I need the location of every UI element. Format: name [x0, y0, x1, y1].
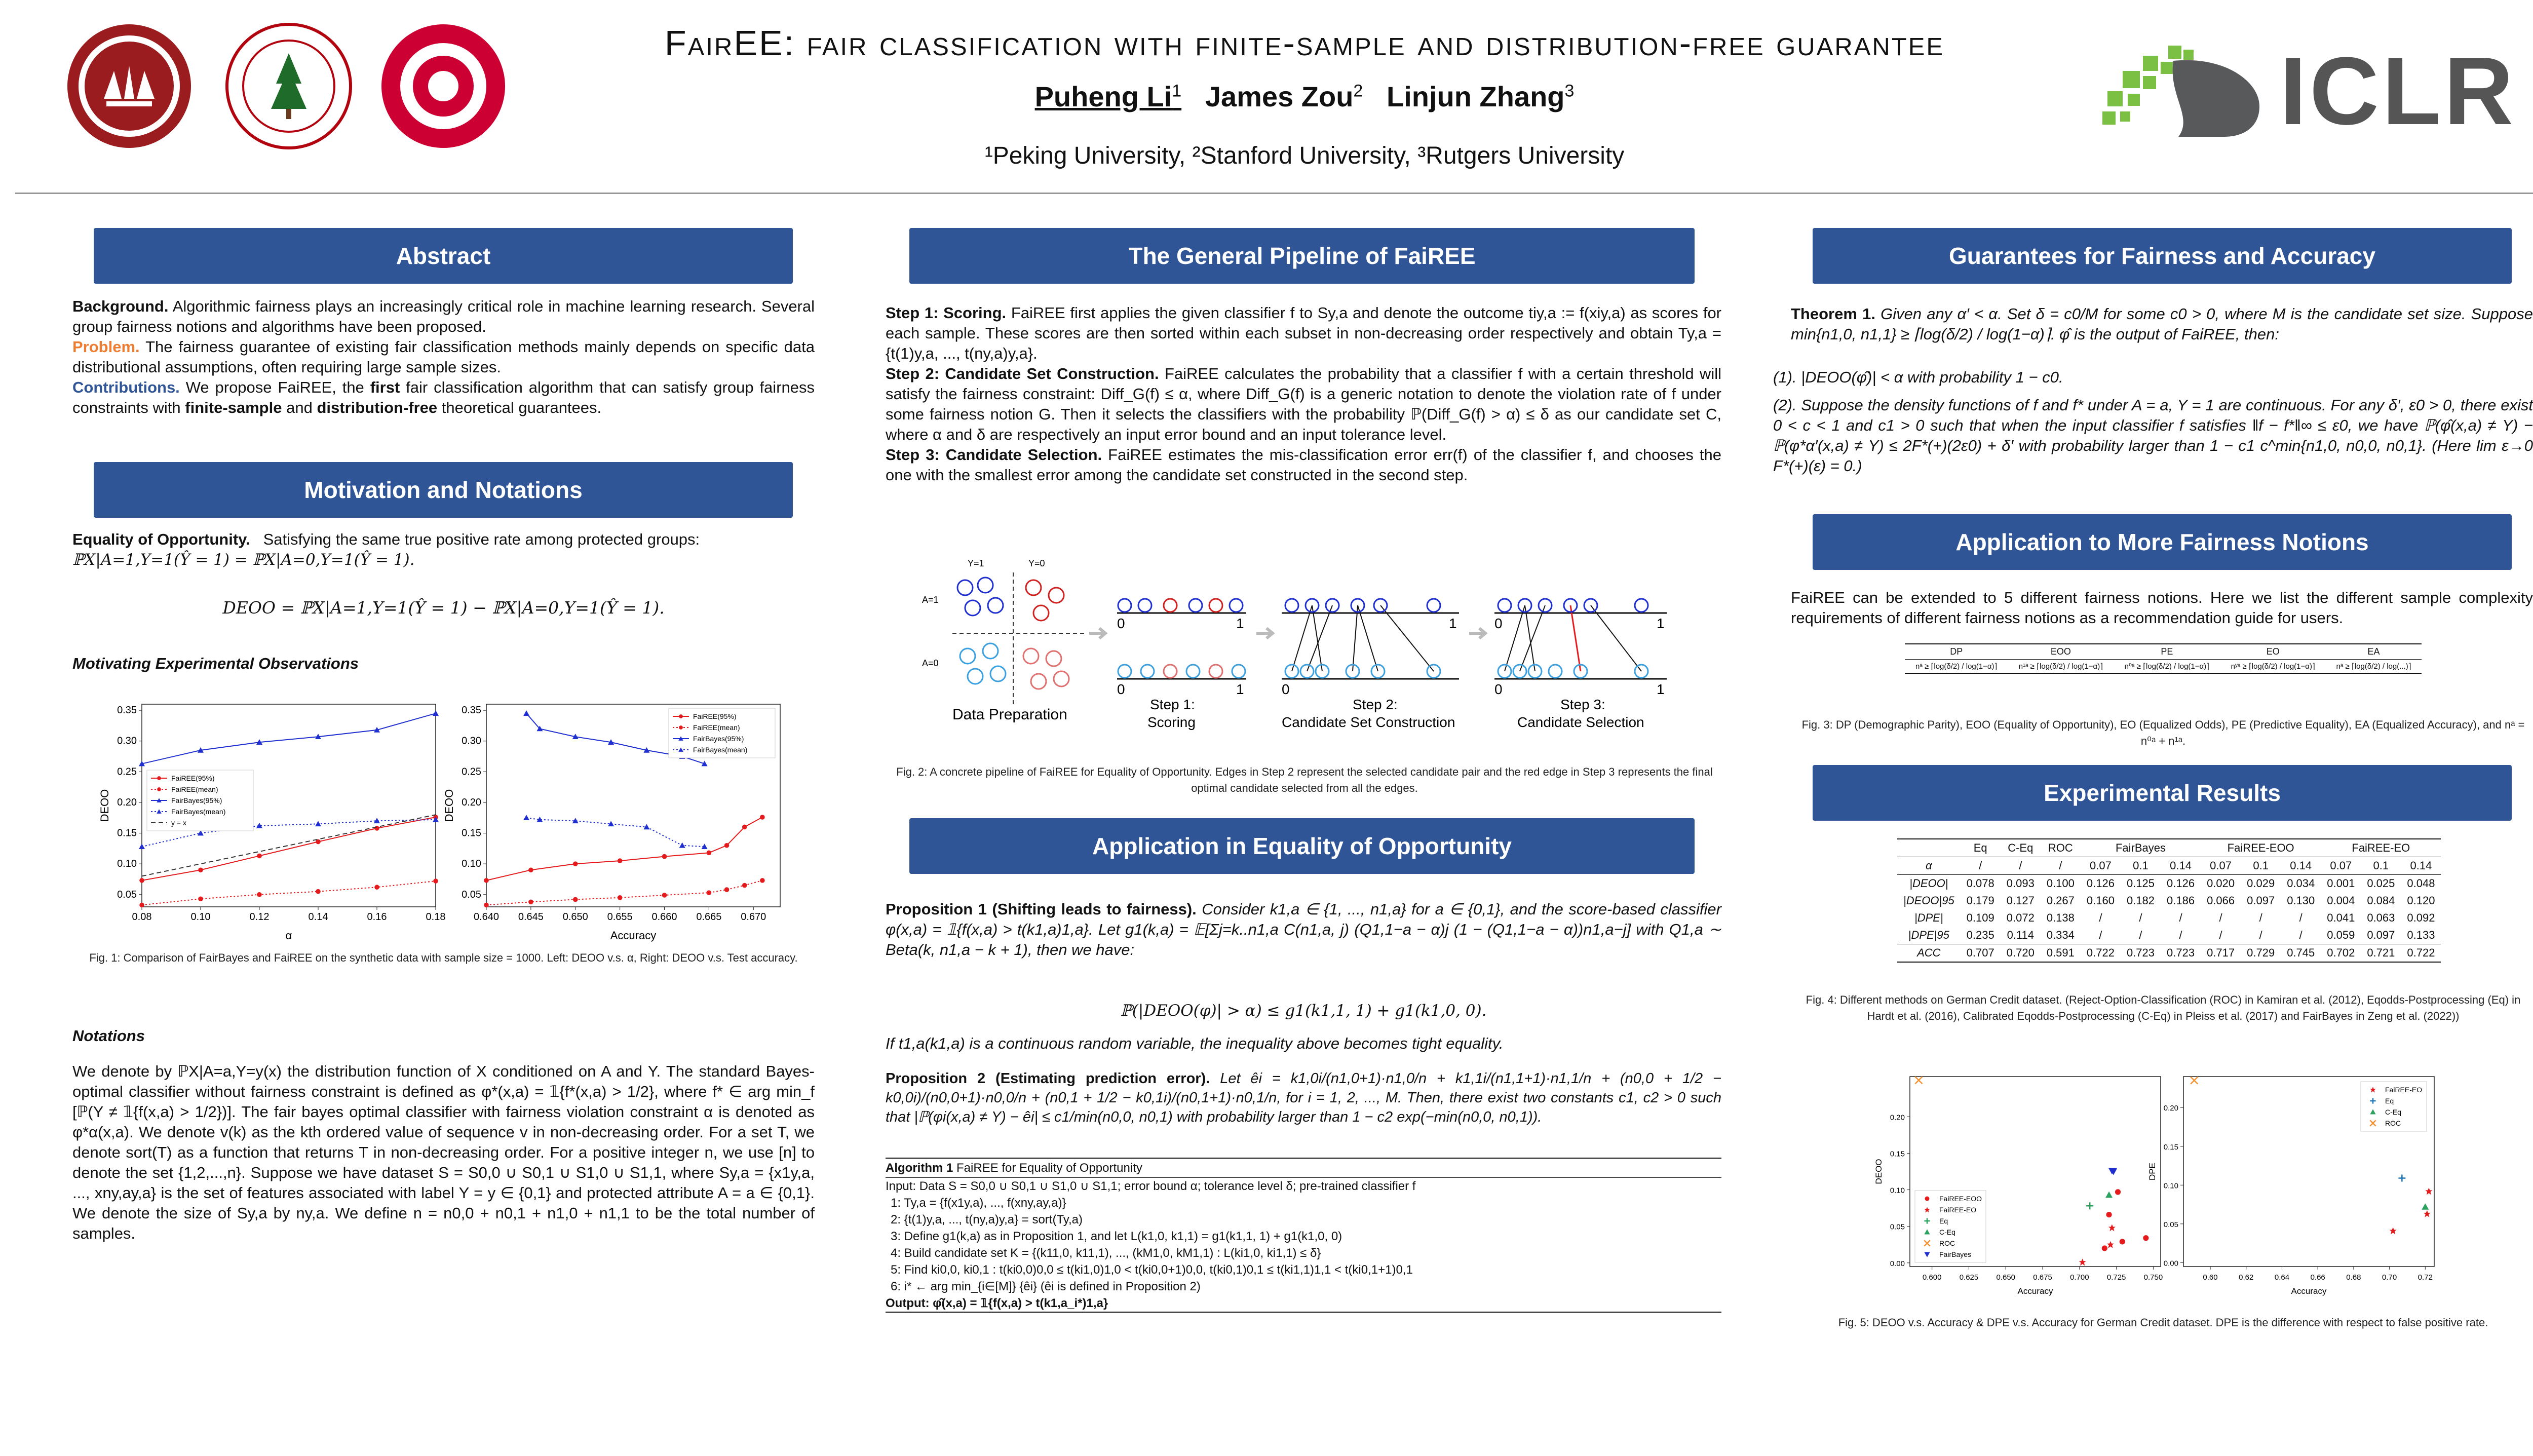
y-tick-label: 0.25 [117, 766, 137, 778]
proposition-2: Proposition 2 (Estimating prediction error). Let êi = k1,0i/(n1,0+1)·n1,0/n + k1,1i/(n1,1+1)·n1,1/n + (n0,0 + 1/2 − k0,0i)/(n0,0+1)·n0,0/n + (n0,1 + 1/2 − k0,1i)/(n0,1+1)·n0,1/n, for i = 1, 2, ..., M. Then, there exist two constants c1, c2 > 0 such that |ℙ(φi(x,a) ≠ Y) − êi| ≤ c1/min(n0,0, n0,1) with probability larger than 1 − c2 exp(−min(n0,0, n0,1)). [886, 1070, 1721, 1125]
results-cell: 0.707 [1961, 944, 2001, 963]
legend-label: FaiREE(mean) [171, 785, 218, 793]
y-tick-label: 0.20 [2163, 1104, 2178, 1113]
results-cell: / [2299, 929, 2302, 941]
section-heading-guarantees: Guarantees for Fairness and Accuracy [1813, 228, 2512, 284]
results-cell: 0.702 [2321, 944, 2361, 963]
diagram-step3 [1494, 599, 1667, 730]
diagram-label-candidate-construction: Candidate Set Construction [1282, 714, 1455, 730]
algorithm-title: Algorithm 1 FaiREE for Equality of Opportunity [886, 1159, 1721, 1178]
svg-text:1: 1 [1236, 681, 1244, 697]
data-point [707, 851, 712, 856]
data-point [662, 854, 667, 859]
logo-stanford [225, 23, 352, 149]
results-cell: 0.125 [2121, 875, 2161, 893]
results-cell: 0.092 [2407, 911, 2435, 924]
results-cell: 0.114 [2007, 929, 2034, 941]
y-axis-label: DPE [2147, 1163, 2157, 1180]
diagram-step1 [1117, 599, 1246, 730]
y-tick-label: 0.05 [117, 889, 137, 900]
results-cell: 0.745 [2281, 944, 2321, 963]
algorithm-line: 6: i* ← arg min_{i∈[M]} {êi} (êi is defined in Proposition 2) [891, 1280, 1201, 1293]
results-row-label: α [1897, 857, 1961, 875]
notations-text: We denote by ℙX|A=a,Y=y(x) the distribution function of X conditioned on A and Y. The standard Bayes-optimal classifier without fairness constraint is defined as φ*(x,a) = 𝟙{f*(x,a) > 1/2}, where f* ∈ arg min_f [ℙ(Y ≠ 𝟙{f(x,a) > 1/2})]. The fair bayes optimal classifier with fairness violation constraint α is denoted as φ*α(x,a). We denote v(k) as the kth ordered value of sequence v in non-decreasing order. For a set T, we denote sort(T) as a function that returns T in non-decreasing order. For a positive integer n, we use [n] to denote the set {1,2,...,n}. Suppose we have dataset S = S0,0 ∪ S0,1 ∪ S1,0 ∪ S1,1, where Sy,a = {x1y,a, ..., xny,ay,a} is the set of features associated with label Y = y ∈ {0,1} and protected attribute A = a ∈ {0,1}. We denote the size of Sy,a by ny,a. We define n = n0,0 + n0,1 + n1,0 + n1,1 to be the total number of samples. [72, 1062, 815, 1242]
data-point [707, 890, 712, 895]
results-cell: 0.133 [2407, 929, 2435, 941]
diagram-label-a0: A=0 [922, 658, 939, 668]
data-point [528, 867, 533, 872]
svg-text:0: 0 [1117, 681, 1125, 697]
results-col-header: FaiREE-EOO [2201, 839, 2321, 857]
algorithm-input: Input: Data S = S0,0 ∪ S0,1 ∪ S1,0 ∪ S1,1; error bound α; tolerance level δ; pre-trained classifier f [886, 1179, 1416, 1193]
legend-label: Eq [2385, 1097, 2394, 1105]
notations-heading: Notations [72, 1027, 145, 1045]
legend-label: Eq [1939, 1217, 1948, 1225]
results-cell: / [2259, 911, 2262, 924]
y-tick-label: 0.10 [117, 858, 137, 870]
y-tick-label: 0.10 [462, 858, 481, 870]
results-cell: 0.722 [2081, 944, 2121, 963]
x-tick-label: 0.600 [1922, 1273, 1942, 1282]
legend-label: FaiREE-EO [1939, 1206, 1977, 1214]
eo-definition: Equality of Opportunity. Satisfying the same true positive rate among protected groups: ℙX|A=1,Y=1(Ŷ = 1) = ℙX|A=0,Y=1(Ŷ = 1). [72, 530, 700, 569]
data-point [742, 883, 747, 888]
y-tick-label: 0.10 [1890, 1186, 1905, 1195]
data-point [724, 843, 730, 848]
results-cell: 0.109 [1966, 911, 1994, 924]
diagram-label-step1: Step 1: [1150, 697, 1195, 712]
results-cell: 0.267 [2046, 894, 2075, 907]
fig1-deoo-vs-accuracy-chart [443, 694, 790, 942]
legend-label: FaiREE(mean) [693, 723, 740, 732]
results-cell: 0.179 [1966, 894, 1994, 907]
results-cell: 0.138 [2046, 911, 2075, 924]
data-point [573, 861, 578, 866]
y-tick-label: 0.05 [2163, 1220, 2178, 1229]
results-row-label: |DEOO| [1897, 875, 1961, 893]
results-cell: / [2139, 929, 2142, 941]
notions-cell: n⁰ᵃ ≥ ⌈log(δ/2) / log(1−α)⌉ [2114, 660, 2220, 674]
data-point [742, 825, 747, 830]
results-cell: 0.1 [2361, 857, 2401, 875]
results-cell: 0.14 [2281, 857, 2321, 875]
data-point [679, 725, 683, 730]
data-point [618, 895, 623, 900]
results-cell: 0.034 [2281, 875, 2321, 893]
results-cell: 0.14 [2161, 857, 2201, 875]
algorithm-box [886, 1158, 1721, 1313]
svg-text:0: 0 [1282, 681, 1290, 697]
x-tick-label: 0.660 [651, 911, 677, 923]
legend-label: FaiREE(95%) [693, 712, 737, 720]
svg-text:0: 0 [1494, 616, 1503, 631]
results-cell: / [2259, 929, 2262, 941]
y-tick-label: 0.05 [462, 889, 481, 900]
results-cell: 0.126 [2161, 875, 2201, 893]
legend-label: FairBayes(mean) [693, 746, 748, 754]
results-cell: 0.1 [2241, 857, 2281, 875]
results-cell: / [2099, 911, 2102, 924]
diagram-label-a1: A=1 [922, 595, 939, 605]
results-cell: 0.029 [2241, 875, 2281, 893]
data-point [157, 776, 161, 780]
x-tick-label: 0.645 [518, 911, 544, 923]
results-row-label: ACC [1897, 944, 1961, 963]
data-point [1925, 1197, 1930, 1201]
data-point [2106, 1212, 2112, 1217]
results-cell: 0.048 [2401, 875, 2441, 893]
theorem-item-1: (1). |DEOO(φ̂)| < α with probability 1 − c0. [1773, 368, 2063, 386]
logo-rutgers [380, 23, 507, 149]
results-cell: / [2179, 929, 2182, 941]
results-col-header: C-Eq [2001, 839, 2041, 857]
results-cell: 0.066 [2207, 894, 2235, 907]
svg-text:0: 0 [1117, 616, 1125, 631]
x-axis-label: Accuracy [2291, 1286, 2327, 1296]
x-tick-label: 0.625 [1959, 1273, 1979, 1282]
data-point [2115, 1189, 2121, 1195]
legend-label: FaiREE-EOO [1939, 1195, 1982, 1203]
y-tick-label: 0.00 [2163, 1259, 2178, 1268]
legend-label: FaiREE(95%) [171, 774, 215, 782]
y-tick-label: 0.30 [462, 735, 481, 747]
section-heading-motivation: Motivation and Notations [94, 462, 793, 518]
x-tick-label: 0.72 [2417, 1273, 2433, 1282]
legend-label: ROC [1939, 1239, 1955, 1247]
y-tick-label: 0.15 [462, 827, 481, 839]
data-point [2102, 1245, 2107, 1251]
y-tick-label: 0.30 [117, 735, 137, 747]
header-divider [15, 193, 2533, 194]
data-point [618, 858, 623, 863]
results-cell: / [2001, 857, 2041, 875]
fig1-deoo-vs-alpha-chart [98, 694, 446, 942]
author-name: James Zou$^2$ [1205, 81, 1363, 112]
data-point [316, 889, 321, 894]
diagram-label-y0: Y=0 [1028, 558, 1045, 568]
results-row-label: |DPE|95 [1908, 929, 1949, 941]
legend-label: FairBayes(mean) [171, 808, 226, 816]
diagram-label-candidate-selection: Candidate Selection [1517, 714, 1644, 730]
proposition-1-formula: ℙ(|DEOO(φ)| > α) ≤ g1(k1,1, 1) + g1(k1,0, 0). [1120, 1002, 1487, 1020]
legend-label: FaiREE-EO [2385, 1086, 2423, 1094]
results-cell: 0.093 [2001, 875, 2041, 893]
legend-label: FairBayes(95%) [693, 735, 744, 743]
results-cell: 0.182 [2126, 894, 2155, 907]
y-tick-label: 0.20 [462, 796, 481, 808]
results-cell: / [1961, 857, 2001, 875]
x-tick-label: 0.725 [2106, 1273, 2126, 1282]
fig5-deoo-vs-accuracy-chart [1874, 1069, 2168, 1297]
results-row-label: |DPE| [1914, 911, 1943, 924]
results-cell: 0.07 [2201, 857, 2241, 875]
results-cell: / [2179, 911, 2182, 924]
diagram-label-scoring: Scoring [1147, 714, 1196, 730]
notions-col-header: PE [2114, 644, 2220, 660]
legend-label: ROC [2385, 1119, 2401, 1127]
section-heading-application-eo: Application in Equality of Opportunity [909, 818, 1695, 874]
results-cell: 0.186 [2167, 894, 2195, 907]
data-point [484, 878, 489, 883]
data-point [257, 892, 262, 897]
x-tick-label: 0.670 [741, 911, 766, 923]
fig3-caption: Fig. 3: DP (Demographic Parity), EOO (Equality of Opportunity), EO (Equalized Odds), PE (Predictive Equality), EA (Equalized Accuracy), and nᵃ = n⁰ᵃ + n¹ᵃ. [1801, 718, 2525, 747]
x-tick-label: 0.700 [2070, 1273, 2089, 1282]
notions-col-header: EO [2220, 644, 2326, 660]
y-tick-label: 0.15 [117, 827, 137, 839]
algorithm-output: Output: φ̂(x,a) = 𝟙{f(x,a) > t(k1,a_i*)1,a} [886, 1296, 1108, 1310]
results-cell: 0.334 [2046, 929, 2075, 941]
notions-cell: n¹ᵃ ≥ ⌈log(δ/2) / log(1−α)⌉ [2008, 660, 2114, 674]
results-cell: 0.729 [2241, 944, 2281, 963]
deoo-formula: DEOO = ℙX|A=1,Y=1(Ŷ = 1) − ℙX|A=0,Y=1(Ŷ = 1). [222, 598, 665, 618]
data-point [528, 900, 533, 905]
results-row [1897, 927, 2441, 944]
results-cell: 0.722 [2401, 944, 2441, 963]
results-cell: 0.720 [2001, 944, 2041, 963]
x-tick-label: 0.10 [190, 911, 211, 923]
diagram-label-step2: Step 2: [1353, 697, 1398, 712]
y-tick-label: 0.10 [2163, 1181, 2178, 1191]
results-row [1897, 875, 2441, 893]
author-name: Puheng Li$^1$ [1034, 81, 1182, 112]
data-point [662, 893, 667, 898]
results-row [1897, 857, 2441, 875]
algorithm-line: 4: Build candidate set K = {(k11,0, k11,1), ..., (kM1,0, kM1,1) : L(ki1,0, ki1,1) ≤ δ} [891, 1246, 1321, 1260]
results-cell: 0.041 [2327, 911, 2355, 924]
logo-peking [66, 23, 193, 149]
notions-col-header: EOO [2008, 644, 2114, 660]
results-cell: 0.120 [2407, 894, 2435, 907]
x-tick-label: 0.640 [473, 911, 500, 923]
data-point [2120, 1239, 2125, 1244]
pipeline-steps: Step 1: Scoring. FaiREE first applies the given classifier f to Sy,a and denote the outcome tiy,a := f(xiy,a) as scores for each sample. These scores are then sorted within each subset in non-decreasing order respectively and obtain Ty,a = {t(1)y,a, ..., t(ny,a)y,a}. Step 2: Candidate Set Construction. FaiREE calculates the probability that a classifier f with a certain threshold will satisfy the fairness constraint: Diff_G(f) ≤ α, where Diff_G(f) is a generic notation to denote the violation rate of f under some fairness notion G. Then it selects the classifiers with the probability ℙ(Diff_G(f) > α) ≤ δ as our candidate set C, where α and δ are respectively an input error bound and an input tolerance level. Step 3: Candidate Selection. FaiREE estimates the mis-classification error err(f) of the classifier f, and chooses the one with the smallest error among the candidate set constructed in the second step. [886, 304, 1722, 484]
author-name: Linjun Zhang$^3$ [1387, 81, 1575, 112]
results-cell: / [2099, 929, 2102, 941]
results-col-header [1897, 839, 1961, 857]
x-axis-label: α [285, 929, 292, 942]
x-tick-label: 0.18 [426, 911, 446, 923]
legend-label: C-Eq [2385, 1108, 2401, 1116]
y-tick-label: 0.20 [117, 796, 137, 808]
logo-iclr [2092, 37, 2517, 145]
y-tick-label: 0.35 [117, 705, 137, 716]
notions-cell: nᵃ ≥ ⌈log(δ/2) / log(...)⌉ [2326, 660, 2422, 674]
results-row-label: |DEOO|95 [1903, 894, 1954, 907]
results-cell: 0.1 [2121, 857, 2161, 875]
diagram-label-y1: Y=1 [968, 558, 984, 568]
results-cell: 0.097 [2367, 929, 2395, 941]
data-point [679, 714, 683, 718]
fig1-caption: Fig. 1: Comparison of FairBayes and FaiREE on the synthetic data with sample size = 1000. Left: DEOO v.s. α, Right: DEOO v.s. Test accuracy. [89, 951, 798, 964]
data-point [374, 885, 379, 890]
results-row [1897, 892, 2441, 909]
x-tick-label: 0.08 [132, 911, 152, 923]
results-row [1897, 909, 2441, 927]
results-col-header: ROC [2041, 839, 2081, 857]
results-row [1897, 944, 2441, 963]
y-tick-label: 0.00 [1890, 1259, 1905, 1268]
results-cell: 0.020 [2201, 875, 2241, 893]
y-axis-label: DEOO [98, 789, 111, 822]
theorem-1: Theorem 1. Given any α′ < α. Set δ = c0/M for some c0 > 0, where M is the candidate set size. Suppose min{n1,0, n1,1} ≥ ⌈log(δ/2) / log(1−α)⌉. φ̂ is the output of FaiREE, then: [1791, 305, 2533, 343]
y-tick-label: 0.15 [1890, 1150, 1905, 1159]
results-cell: 0.07 [2321, 857, 2361, 875]
algorithm-line: 1: Ty,a = {f(x1y,a), ..., f(xny,ay,a)} [891, 1196, 1066, 1210]
algorithm-line: 3: Define g1(k,a) as in Proposition 1, and let L(k1,0, k1,1) = g1(k1,1, 1) + g1(k1,0, 0) [891, 1230, 1342, 1243]
x-tick-label: 0.64 [2274, 1273, 2290, 1282]
proposition-1-note: If t1,a(k1,a) is a continuous random variable, the inequality above becomes tight equality. [886, 1034, 1504, 1052]
data-point [760, 878, 765, 883]
data-point [724, 887, 730, 892]
results-cell: 0.07 [2081, 857, 2121, 875]
notions-col-header: DP [1905, 644, 2008, 660]
data-point [484, 903, 489, 908]
legend-label: FairBayes [1939, 1250, 1972, 1258]
algorithm-line: 2: {t(1)y,a, ..., t(ny,a)y,a} = sort(Ty,a) [891, 1213, 1083, 1227]
svg-text:1: 1 [1657, 681, 1665, 697]
results-cell: 0.126 [2081, 875, 2121, 893]
diagram-step2 [1282, 599, 1459, 730]
affiliations: ¹Peking University, ²Stanford University, ³Rutgers University [984, 142, 1625, 169]
x-tick-label: 0.750 [2143, 1273, 2163, 1282]
y-tick-label: 0.05 [1890, 1222, 1905, 1232]
poster-title: FairEE: fair classification with finite-sample and distribution-free guarantee [664, 23, 1945, 63]
y-tick-label: 0.35 [462, 705, 481, 716]
fig2-caption: Fig. 2: A concrete pipeline of FaiREE for Equality of Opportunity. Edges in Step 2 represent the selected candidate pair and the red edge in Step 3 represents the final optimal candidate selected from all the edges. [896, 765, 1713, 794]
results-cell: 0.072 [2006, 911, 2035, 924]
x-tick-label: 0.655 [607, 911, 633, 923]
section-heading-more-notions: Application to More Fairness Notions [1813, 514, 2512, 570]
svg-text:1: 1 [1657, 616, 1665, 631]
x-tick-label: 0.70 [2382, 1273, 2397, 1282]
y-axis-label: DEOO [1874, 1159, 1884, 1184]
results-table [1897, 838, 2441, 963]
x-tick-label: 0.62 [2239, 1273, 2254, 1282]
x-tick-label: 0.14 [308, 911, 328, 923]
data-point [139, 878, 144, 883]
y-axis-label: DEOO [443, 789, 455, 822]
data-point [374, 826, 379, 831]
iclr-wordmark: ICLR [2280, 37, 2517, 145]
results-cell: 0.001 [2321, 875, 2361, 893]
diagram-label-step3: Step 3: [1560, 697, 1605, 712]
results-cell: 0.14 [2401, 857, 2441, 875]
results-cell: / [2219, 929, 2222, 941]
results-cell: / [2299, 911, 2302, 924]
results-cell: 0.059 [2327, 929, 2355, 941]
results-cell: 0.160 [2086, 894, 2115, 907]
x-axis-label: Accuracy [610, 929, 657, 942]
x-tick-label: 0.12 [249, 911, 270, 923]
y-tick-label: 0.25 [462, 766, 481, 778]
x-tick-label: 0.650 [1996, 1273, 2016, 1282]
section-heading-results: Experimental Results [1813, 765, 2512, 821]
data-point [139, 903, 144, 908]
results-cell: 0.097 [2247, 894, 2275, 907]
x-tick-label: 0.665 [696, 911, 722, 923]
x-tick-label: 0.68 [2346, 1273, 2361, 1282]
results-cell: 0.235 [1966, 929, 1994, 941]
algorithm-line: 5: Find ki0,0, ki0,1 : t(ki0,0)0,0 ≤ t(ki1,0)1,0 < t(ki0,0+1)0,0, t(ki0,1)0,1 ≤ t(ki1,1)1,1 < t(ki0,1+1)0,1 [891, 1263, 1413, 1277]
results-cell: 0.004 [2327, 894, 2355, 907]
section-heading-abstract: Abstract [94, 228, 793, 284]
y-tick-label: 0.20 [1890, 1113, 1905, 1122]
legend-label: C-Eq [1939, 1228, 1955, 1236]
data-point [433, 878, 438, 884]
diagram-label-data-prep: Data Preparation [952, 706, 1067, 723]
data-point [257, 854, 262, 859]
fig2-pipeline-diagram [922, 557, 1682, 745]
theorem-item-2: (2). Suppose the density functions of f and f* under A = a, Y = 1 are continuous. For any δ′, ε0 > 0, there exist 0 < c < 1 and c1 > 0 such that when the input classifier f satisfies ‖f − f*‖∞ ≤ ε0, we have ℙ(φ̂(x,a) ≠ Y) − ℙ(φ*α′(x,a) ≠ Y) ≤ 2F*(+)(2ε0) + δ′ with probability larger than 1 − c1 c^min{n1,0, n0,0, n0,1}. (Here lim ε→0 F*(+)(ε) = 0.) [1773, 396, 2533, 475]
data-point [760, 815, 765, 820]
fig4-caption: Fig. 4: Different methods on German Credit dataset. (Reject-Option-Classification (ROC) in Kamiran et al. (2012), Eqodds-Postprocessing (Eq) in Hardt et al. (2016), Calibrated Eqodds-Postprocessing (C-Eq) in Pleiss et al. (2017) and FairBayes in Zeng et al. (2022)) [1806, 993, 2521, 1022]
x-tick-label: 0.650 [562, 911, 588, 923]
abstract-text: Background. Algorithmic fairness plays an increasingly critical role in machine learning research. Several group fairness notions and algorithms have been proposed. Problem. The fairness guarantee of existing fair classification methods mainly depends on specific data distributional assumptions, often requiring large sample sizes. Contributions. We propose FaiREE, the first fair classification algorithm that can satisfy group fairness constraints with finite-sample and distribution-free theoretical guarantees. [72, 297, 815, 416]
y-tick-label: 0.15 [2163, 1142, 2178, 1152]
data-point [157, 787, 161, 791]
proposition-1: Proposition 1 (Shifting leads to fairness). Consider k1,a ∈ {1, ..., n1,a} for a ∈ {0,1}, and the score-based classifier φ(x,a) = 𝟙{f(x,a) > t(k1,a)1,a}. Let g1(k,a) = 𝔼[Σj=k..n1,a C(n1,a, j) (Q1,1−a − α)j (1 − (Q1,1−a − α))n1,a−j] with Q1,a ∼ Beta(k, n1,a − k + 1), then we have: [886, 900, 1721, 959]
results-cell: 0.127 [2006, 894, 2035, 907]
svg-text:1: 1 [1236, 616, 1244, 631]
legend-label: FairBayes(95%) [171, 796, 222, 804]
more-notions-text: FaiREE can be extended to 5 different fairness notions. Here we list the different sample complexity requirements of different fairness notions as a recommendation guide for users. [1791, 589, 2533, 627]
notions-cell: nᵃ ≥ ⌈log(δ/2) / log(1−α)⌉ [1905, 660, 2008, 674]
results-cell: / [2219, 911, 2222, 924]
results-cell: 0.063 [2367, 911, 2395, 924]
results-cell: 0.100 [2041, 875, 2081, 893]
legend-label: y = x [171, 819, 186, 827]
data-point [198, 867, 203, 872]
results-col-header: FairBayes [2081, 839, 2201, 857]
results-col-header: FaiREE-EO [2321, 839, 2441, 857]
results-cell: 0.721 [2361, 944, 2401, 963]
results-cell: 0.078 [1961, 875, 2001, 893]
results-cell: 0.130 [2287, 894, 2315, 907]
data-point [198, 896, 203, 901]
section-heading-pipeline: The General Pipeline of FaiREE [909, 228, 1695, 284]
x-tick-label: 0.60 [2203, 1273, 2218, 1282]
results-cell: 0.591 [2041, 944, 2081, 963]
x-tick-label: 0.66 [2310, 1273, 2325, 1282]
notions-cell: nʸᵃ ≥ ⌈log(δ/2) / log(1−α)⌉ [2220, 660, 2326, 674]
results-cell: / [2041, 857, 2081, 875]
notions-col-header: EA [2326, 644, 2422, 660]
results-col-header: Eq [1961, 839, 2001, 857]
results-cell: 0.084 [2367, 894, 2395, 907]
results-cell: 0.025 [2361, 875, 2401, 893]
fig5-dpe-vs-accuracy-chart [2148, 1069, 2442, 1297]
results-cell: 0.723 [2161, 944, 2201, 963]
data-point [573, 897, 578, 902]
x-axis-label: Accuracy [2017, 1286, 2053, 1296]
results-cell: / [2139, 911, 2142, 924]
notions-table [1905, 643, 2422, 674]
x-tick-label: 0.675 [2033, 1273, 2052, 1282]
observations-heading: Motivating Experimental Observations [72, 655, 359, 672]
results-cell: 0.723 [2121, 944, 2161, 963]
svg-text:0: 0 [1494, 681, 1503, 697]
fig5-caption: Fig. 5: DEOO v.s. Accuracy & DPE v.s. Accuracy for German Credit dataset. DPE is the difference with respect to false positive rate. [1838, 1316, 2488, 1329]
author-list [532, 80, 2077, 113]
x-tick-label: 0.16 [367, 911, 387, 923]
svg-text:1: 1 [1449, 616, 1457, 631]
results-cell: 0.717 [2201, 944, 2241, 963]
